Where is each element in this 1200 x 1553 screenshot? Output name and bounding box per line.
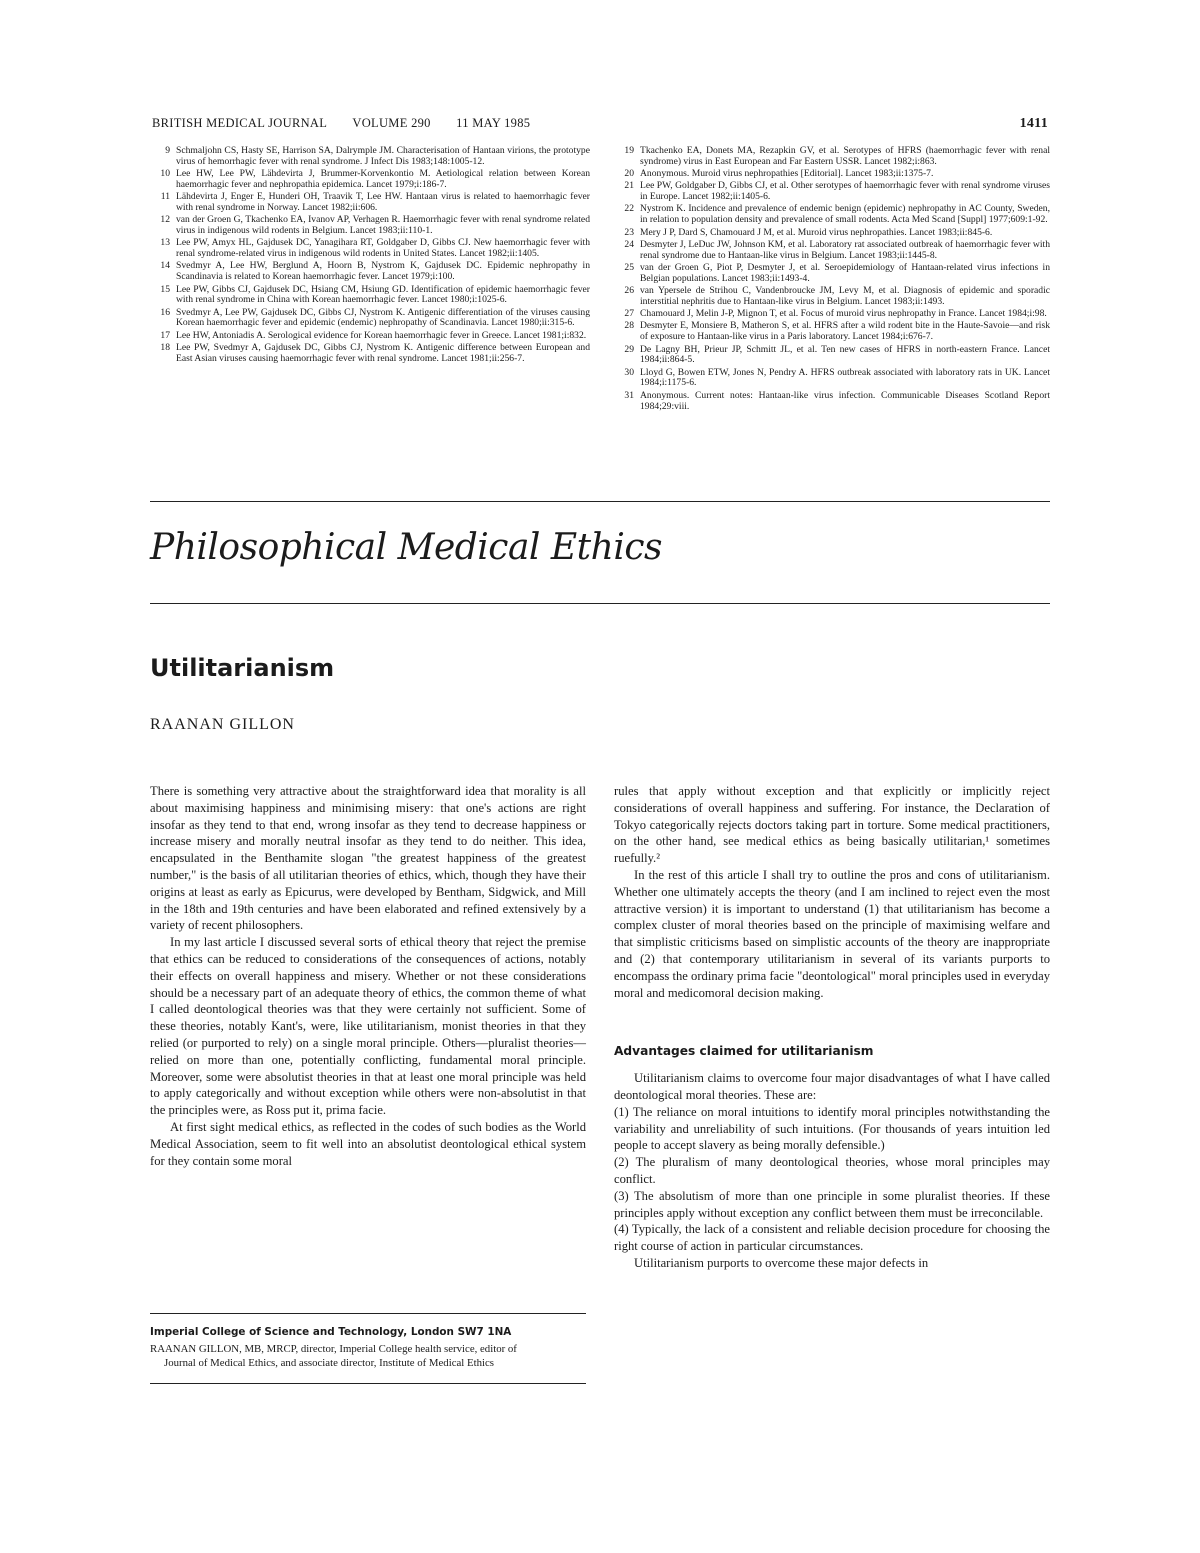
journal-volume: VOLUME 290: [352, 116, 431, 130]
reference-text: van der Groen G, Piot P, Desmyter J, et al. Seroepidemiology of Hantaan-related virus infections in Belgian populations. Lancet 1983;ii:1493-4.: [640, 261, 1050, 284]
author-credentials-continued: [150, 1356, 586, 1370]
reference-number: 23: [624, 226, 634, 238]
reference-number: 19: [624, 145, 634, 156]
reference-number: 30: [624, 366, 634, 378]
reference-number: 28: [624, 320, 634, 332]
reference-text: Lee PW, Goldgaber D, Gibbs CJ, et al. Other serotypes of haemorrhagic fever with renal syndrome viruses in Europe. Lancet 1982;ii:1405-6.: [640, 180, 1050, 203]
reference-item: [616, 321, 1050, 343]
reference-item: [152, 261, 590, 283]
reference-text: Chamouard J, Melin J-P, Mignon T, et al. Focus of muroid virus nephropathy in France. Lancet 1984;i:98.: [640, 308, 1047, 320]
author-credentials-text: Journal of Medical Ethics, and associate director, Institute of Medical Ethics: [164, 1357, 494, 1369]
section-divider-top: [150, 501, 1050, 502]
reference-item: [152, 215, 590, 237]
reference-number: 13: [160, 237, 170, 249]
reference-text: Desmyter J, LeDuc JW, Johnson KM, et al. Laboratory rat associated outbreak of haemorrhagic fever with renal syndrome due to Hantaan-like virus in Belgium. Lancet 1983;ii:1445-8.: [640, 238, 1050, 261]
reference-item: [616, 228, 1050, 239]
reference-item: [616, 169, 1050, 180]
reference-text: Lee PW, Svedmyr A, Gajdusek DC, Gibbs CJ, Nystrom K. Antigenic difference between European and East Asian viruses causing haemorrhagic fever with renal syndrome. Lancet 1981;ii:256-7.: [176, 342, 590, 364]
reference-number: 17: [160, 329, 170, 341]
affiliation-divider-top: [150, 1313, 586, 1314]
reference-number: 29: [624, 343, 634, 355]
reference-item: [152, 343, 590, 365]
body-paragraph: Utilitarianism purports to overcome these major defects in: [634, 1255, 929, 1270]
numbered-point: (3) The absolutism of more than one principle in some pluralist theories. If these principles apply without exception any conflict between them must be irreconcilable.: [614, 1188, 1050, 1220]
reference-text: Lee PW, Amyx HL, Gajdusek DC, Yanagihara RT, Goldgaber D, Gibbs CJ. New haemorrhagic fever with renal syndrome-related virus in indigenous wild rodents in United States. Lancet 1982;ii:1405.: [176, 237, 590, 260]
reference-item: [616, 368, 1050, 390]
reference-item: [152, 331, 590, 342]
reference-item: [152, 308, 590, 330]
reference-number: 26: [624, 285, 634, 297]
author-affiliation: [150, 1325, 586, 1370]
reference-number: 18: [160, 342, 170, 354]
body-column-right: [614, 783, 1050, 1272]
reference-item: [152, 192, 590, 214]
reference-list-right: [616, 146, 1050, 414]
reference-text: Tkachenko EA, Donets MA, Rezapkin GV, et al. Serotypes of HFRS (haemorrhagic fever with renal syndrome) virus in East European and Far Eastern USSR. Lancet 1982;i:863.: [640, 145, 1050, 167]
body-paragraph: rules that apply without exception and that explicitly or implicitly reject considerations of overall happiness and suffering. For instance, the Declaration of Tokyo categorically rejects doctors taking part in torture. Some medical practitioners, on the other hand, see medical ethics as being basically utilitarian,¹ sometimes ruefully.²: [614, 784, 1050, 866]
reference-number: 24: [624, 238, 634, 250]
numbered-point: (2) The pluralism of many deontological theories, whose moral principles may conflict.: [614, 1155, 1050, 1186]
reference-item: [616, 204, 1050, 226]
reference-item: [152, 169, 590, 191]
reference-text: De Lagny BH, Prieur JP, Schmitt JL, et al. Ten new cases of HFRS in north-eastern France. Lancet 1984;ii:864-5.: [640, 343, 1050, 366]
reference-item: [616, 240, 1050, 262]
reference-number: 15: [160, 283, 170, 295]
reference-item: [616, 391, 1050, 413]
section-title: Philosophical Medical Ethics: [150, 527, 662, 568]
reference-text: van Ypersele de Strihou C, Vandenbroucke JM, Levy M, et al. Diagnosis of epidemic and sporadic interstitial nephritis due to Hantaan-like virus in Belgium. Lancet 1983;ii:1493.: [640, 285, 1050, 307]
reference-text: Lee HW, Antoniadis A. Serological evidence for Korean haemorrhagic fever in Greece. Lancet 1981;i:832.: [176, 329, 587, 341]
page-number: 1411: [1019, 116, 1048, 131]
reference-number: 25: [624, 261, 634, 273]
reference-text: Mery J P, Dard S, Chamouard J M, et al. Muroid virus nephropathies. Lancet 1983;ii:845-6.: [640, 226, 993, 238]
reference-number: 20: [624, 168, 634, 180]
body-paragraph: In my last article I discussed several sorts of ethical theory that reject the premise that ethics can be reduced to considerations of the consequences of actions, notably their effects on overall happiness and misery. Whether or not these considerations should be a necessary part of an adequate theory of ethics, the common theme of what I called deontological theories was that they were certainly not sufficient. Some of these theories, notably Kant's, were, like utilitarianism, monist theories in that they relied (or purported to rely) on a single moral principle. Others—pluralist theories—relied on more than one, potentially conflicting, fundamental moral principle. Moreover, some were absolutist theories in that at least one moral principle was held to apply categorically and without exception while others were non-absolutist in that the principles were, as Ross put it, prima facie.: [150, 935, 586, 1118]
numbered-point: (1) The reliance on moral intuitions to identify moral principles notwithstanding the variability and unreliability of such intuitions. (For thousands of years intuition led people to accept slavery as being morally defensible.): [614, 1104, 1050, 1153]
reference-text: Lähdevirta J, Enger E, Hunderi OH, Traavik T, Lee HW. Hantaan virus is related to haemorrhagic fever with renal syndrome in Norway. Lancet 1982;ii:606.: [176, 191, 590, 213]
reference-number: 9: [165, 145, 170, 156]
reference-number: 14: [160, 260, 170, 272]
reference-number: 10: [160, 168, 170, 180]
reference-text: Lloyd G, Bowen ETW, Jones N, Pendry A. HFRS outbreak associated with laboratory rats in UK. Lancet 1984;i:1175-6.: [640, 366, 1050, 389]
affiliation-divider-bottom: [150, 1383, 586, 1384]
reference-item: [616, 146, 1050, 168]
reference-text: Desmyter E, Monsiere B, Matheron S, et al. HFRS after a wild rodent bite in the Haute-Savoie—and risk of exposure to Hantaan-like virus in a Paris laboratory. Lancet 1984;i:676-7.: [640, 320, 1050, 343]
issue-date: 11 MAY 1985: [456, 116, 531, 130]
institution-name: Imperial College of Science and Technology, London SW7 1NA: [150, 1326, 512, 1338]
reference-text: Lee HW, Lee PW, Lähdevirta J, Brummer-Korvenkontio M. Aetiological relation between Korean haemorrhagic fever and nephropathia epidemica. Lancet 1979;i:186-7.: [176, 168, 590, 190]
journal-name: BRITISH MEDICAL JOURNAL: [152, 116, 328, 130]
body-paragraph: At first sight medical ethics, as reflected in the codes of such bodies as the World Medical Association, seem to fit well into an absolutist deontological ethical system for they contain some moral: [150, 1119, 586, 1168]
reference-number: 16: [160, 306, 170, 318]
body-paragraph: There is something very attractive about the straightforward idea that morality is all about maximising happiness and minimising misery: that one's actions are right insofar as they tend to that end, wrong insofar as they tend to decrease happiness or increase misery and morally neutral insofar as they tend to do neither. This idea, encapsulated in the Benthamite slogan "the greatest happiness of the greatest number," is the basis of all utilitarian theories of ethics, which, though they have their origins at least as early as Epicurus, were developed by Bentham, Sidgwick, and Mill in the 18th and 19th centuries and have been elaborated and refined extensively by a variety of recent philosophers.: [150, 784, 586, 933]
reference-item: [616, 286, 1050, 308]
reference-text: Anonymous. Current notes: Hantaan-like virus infection. Communicable Diseases Scotland Report 1984;29:viii.: [640, 389, 1050, 412]
reference-number: 22: [624, 203, 634, 215]
reference-text: van der Groen G, Tkachenko EA, Ivanov AP, Verhagen R. Haemorrhagic fever with renal syndrome related virus in indigenous wild rodents in Belgium. Lancet 1983;ii:110-1.: [176, 214, 590, 237]
running-header: [152, 116, 552, 131]
reference-number: 31: [624, 389, 634, 401]
reference-number: 27: [624, 308, 634, 320]
numbered-point: (4) Typically, the lack of a consistent and reliable decision procedure for choosing the right course of action in particular circumstances.: [614, 1222, 1050, 1254]
author-credentials: RAANAN GILLON, MB, MRCP, director, Imperial College health service, editor of: [150, 1343, 517, 1355]
reference-list-left: [152, 146, 590, 366]
section-divider-bottom: [150, 603, 1050, 604]
reference-item: [616, 309, 1050, 320]
reference-item: [152, 238, 590, 260]
reference-text: Svedmyr A, Lee PW, Gajdusek DC, Gibbs CJ, Nystrom K. Antigenic differentiation of the viruses causing Korean haemorrhagic fever and epidemic (endemic) nephropathy of Scandinavia. Lancet 1980;ii:315-6.: [176, 306, 590, 329]
reference-item: [616, 345, 1050, 367]
body-paragraph: Utilitarianism claims to overcome four major disadvantages of what I have called deontological moral theories. These are:: [614, 1071, 1050, 1102]
reference-item: [616, 181, 1050, 203]
subheading: Advantages claimed for utilitarianism: [614, 1044, 874, 1059]
reference-text: Lee PW, Gibbs CJ, Gajdusek DC, Hsiang CM, Hsiung GD. Identification of epidemic haemorrhagic fever with renal syndrome in China with Korean haemorrhagic fever. Lancet 1980;i:1025-6.: [176, 283, 590, 306]
body-column-left: [150, 783, 586, 1169]
reference-text: Svedmyr A, Lee HW, Berglund A, Hoorn B, Nystrom K, Gajdusek DC. Epidemic nephropathy in Scandinavia is related to Korean haemorrhagic fever. Lancet 1979;i:100.: [176, 260, 590, 283]
reference-text: Schmaljohn CS, Hasty SE, Harrison SA, Dalrymple JM. Characterisation of Hantaan virions, the prototype virus of hemorrhagic fever with renal syndrome. J Infect Dis 1983;148:1005-12.: [176, 145, 590, 167]
reference-number: 21: [624, 180, 634, 192]
reference-item: [152, 285, 590, 307]
reference-number: 12: [160, 214, 170, 226]
reference-text: Nystrom K. Incidence and prevalence of endemic benign (epidemic) nephropathy in AC County, Sweden, in relation to population density and prevalence of small rodents. Acta Med Scand [Suppl] 1977;609:1-92.: [640, 203, 1050, 226]
article-title: Utilitarianism: [150, 654, 335, 682]
reference-text: Anonymous. Muroid virus nephropathies [Editorial]. Lancet 1983;ii:1375-7.: [640, 168, 934, 180]
author-name: RAANAN GILLON: [150, 716, 295, 733]
reference-item: [616, 263, 1050, 285]
reference-number: 11: [160, 191, 170, 203]
body-paragraph: In the rest of this article I shall try to outline the pros and cons of utilitarianism. Whether one ultimately accepts the theory (and I am inclined to reject even the most attractive version) it is important to understand (1) that utilitarianism has become a complex cluster of moral theories based on the principle of maximising welfare and that simplistic criticisms based on simplistic accounts of the theory are inappropriate and (2) that contemporary utilitarianism in several of its variants purports to encompass the ordinary prima facie "deontological" moral principles used in everyday moral and medicomoral decision making.: [614, 867, 1050, 1000]
reference-item: [152, 146, 590, 168]
